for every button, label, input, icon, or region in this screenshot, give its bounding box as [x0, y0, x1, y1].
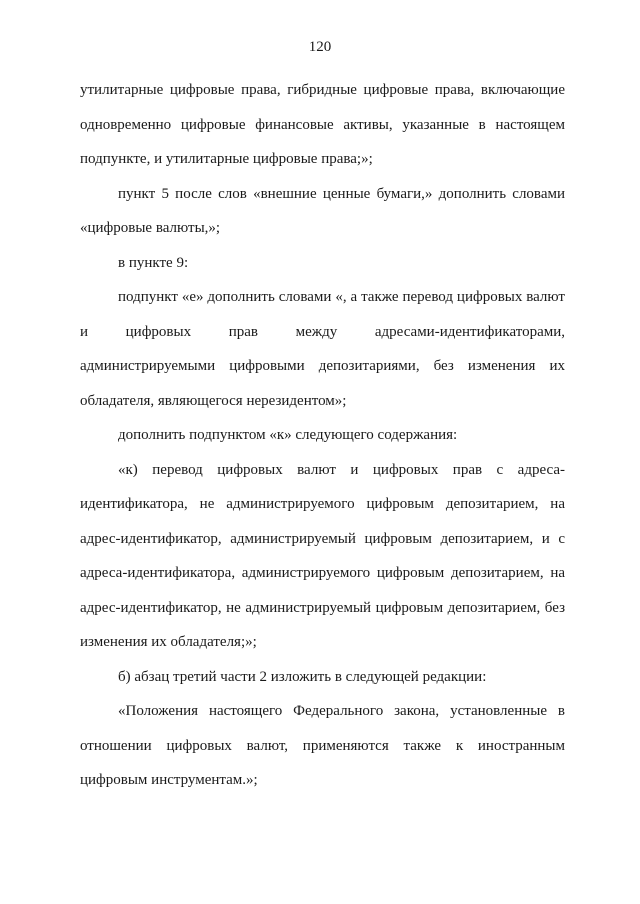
paragraph-subitem-e: подпункт «е» дополнить словами «, а также перевод цифровых валют и цифровых прав между адресами-идентификаторами, администрируемыми цифровыми депозитариями, без изменения их обладателя, являющегося нерезидентом»;: [80, 289, 565, 409]
paragraph-item-9-intro: в пункте 9:: [118, 254, 189, 271]
paragraph-continuation: утилитарные цифровые права, гибридные цифровые права, включающие одновременно цифровые финансовые активы, указанные в настоящем подпункте, и утилитарные цифровые права;»;: [80, 82, 565, 167]
paragraph-subitem-k: «к) перевод цифровых валют и цифровых прав с адреса-идентификатора, не администрируемого цифровым депозитарием, на адрес-идентификатор, администрируемый цифровым депозитарием, и с адреса-идентификатора, администрируемого цифровым депозитарием, на адрес-идентификатор, не администрируемый цифровым депозитарием, без изменения их обладателя;»;: [80, 461, 565, 650]
paragraph-add-subitem-k: дополнить подпунктом «к» следующего содержания:: [118, 427, 458, 443]
paragraph-item-5: пункт 5 после слов «внешние ценные бумаги,» дополнить словами «цифровые валюты,»;: [80, 185, 565, 236]
document-body: [80, 73, 565, 798]
paragraph-b: б) абзац третий части 2 изложить в следующей редакции:: [118, 668, 487, 685]
paragraph-quote-provisions: «Положения настоящего Федерального закона, установленные в отношении цифровых валют, применяются также к иностранным цифровым инструментам.»;: [80, 703, 565, 788]
page-number: 120: [308, 39, 332, 55]
